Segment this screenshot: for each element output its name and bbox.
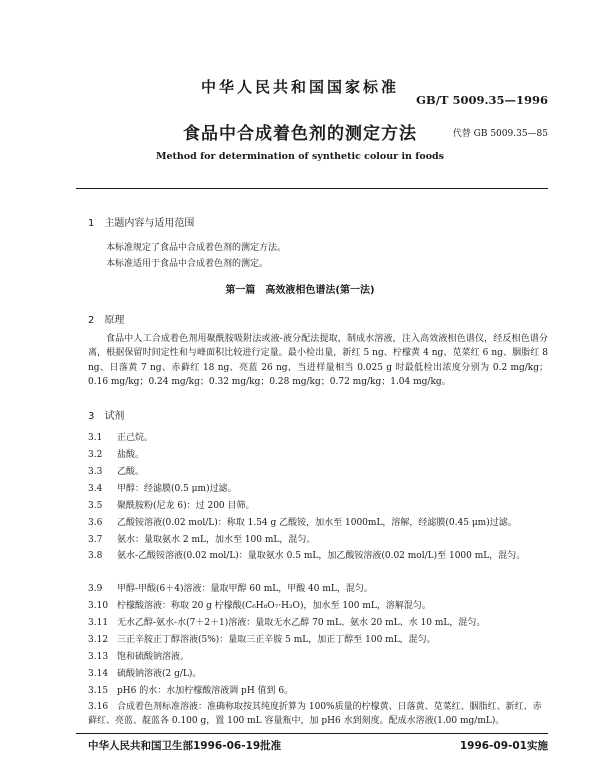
reagent-item — [88, 447, 144, 460]
reagent-number: 3.15 — [88, 686, 109, 696]
header-divider — [76, 188, 548, 189]
reagent-number: 3.12 — [88, 635, 109, 645]
implementation-date: 1996-09-01实施 — [459, 740, 548, 752]
reagent-item — [88, 632, 436, 645]
scope-heading: 1 主题内容与适用范围 — [88, 218, 195, 229]
reagent-number: 3.16 — [88, 702, 109, 712]
standard-number: GB/T 5009.35—1996 — [416, 93, 548, 107]
scope-line-2: 本标准适用于食品中合成着色剂的测定。 — [106, 259, 269, 269]
reagent-number: 3.11 — [88, 618, 109, 628]
reagent-number: 3.7 — [88, 535, 103, 545]
reagent-item — [88, 532, 315, 545]
reagent-number: 3.5 — [88, 501, 103, 511]
replaces-note: 代替 GB 5009.35—85 — [452, 129, 548, 139]
reagent-text: 正己烷。 — [117, 433, 154, 443]
reagent-text: 甲醇：经滤膜(0.5 μm)过滤。 — [117, 484, 237, 494]
reagent-item — [88, 683, 293, 696]
document-title: 食品中合成着色剂的测定方法 — [183, 124, 417, 144]
reagent-text: 盐酸。 — [117, 450, 145, 460]
reagent-item — [88, 581, 373, 594]
reagent-text: 硫酸钠溶液(2 g/L)。 — [117, 669, 202, 679]
footer-divider — [76, 733, 548, 734]
scope-line-1: 本标准规定了食品中合成着色剂的测定方法。 — [106, 243, 287, 253]
reagent-text: 甲醇-甲酸(6＋4)溶液：量取甲醇 60 mL，甲酸 40 mL，混匀。 — [117, 584, 373, 594]
reagent-item — [88, 430, 153, 443]
reagent-number: 3.3 — [88, 467, 103, 477]
reagent-text: 氨水：量取氨水 2 mL，加水至 100 mL，混匀。 — [117, 535, 316, 545]
standard-title: 中华人民共和国国家标准 — [200, 78, 399, 96]
reagent-text: 柠檬酸溶液：称取 20 g 柠檬酸(C₆H₈O₇·H₂O)，加水至 100 mL，溶解混匀。 — [117, 601, 431, 611]
part-heading: 第一篇 高效液相色谱法(第一法) — [225, 285, 375, 296]
reagent-item — [88, 515, 517, 528]
reagent-text: 氨水-乙酸铵溶液(0.02 mol/L)：量取氨水 0.5 mL，加乙酸铵溶液(0.02 mol/L)至 1000 mL，混匀。 — [117, 551, 526, 561]
reagent-text: pH6 的水：水加柠檬酸溶液调 pH 值到 6。 — [117, 686, 294, 696]
reagent-item — [88, 649, 189, 662]
english-title: Method for determination of synthetic colour in foods — [155, 151, 445, 162]
reagent-number: 3.9 — [88, 584, 103, 594]
reagent-item — [88, 481, 237, 494]
reagent-item — [88, 666, 201, 679]
reagent-number: 3.10 — [88, 601, 109, 611]
reagent-number: 3.1 — [88, 433, 103, 443]
reagent-number: 3.13 — [88, 652, 109, 662]
reagent-item — [88, 549, 548, 563]
reagent-item — [88, 598, 431, 611]
reagent-text: 乙酸铵溶液(0.02 mol/L)：称取 1.54 g 乙酸铵，加水至 1000mL，溶解，经滤膜(0.45 μm)过滤。 — [117, 518, 517, 528]
reagent-item — [88, 464, 144, 477]
principle-paragraph: 食品中人工合成着色剂用聚酰胺吸附法或液-液分配法提取，制成水溶液，注入高效液相色谱仪，经反相色谱分离，根据保留时间定性和与峰面积比较进行定量。最小检出量，新红 5 ng、柠檬黄 4 ng、苋菜红 6 ng、胭脂红 8 ng、日落黄 7 ng、赤藓红 18 ng、亮蓝 26 ng，当进样量相当 0.025 g 时最低检出浓度分别为 0.2 mg/kg；0.16 mg/kg；0.24 mg/kg；0.32 mg/kg；0.28 mg/kg；0.72 mg/kg；1.04 mg/kg。 — [88, 334, 548, 387]
reagent-text: 三正辛胺正丁醇溶液(5%)：量取三正辛胺 5 mL，加正丁醇至 100 mL，混匀。 — [117, 635, 436, 645]
reagent-text: 乙酸。 — [117, 467, 145, 477]
reagent-text: 合成着色剂标准溶液：准确称取按其纯度折算为 100%质量的柠檬黄、日落黄、苋菜红、胭脂红、新红、赤藓红、亮蓝、靛蓝各 0.100 g，置 100 mL 容量瓶中，加 pH6 水到刻度。配成水溶液(1.00 mg/mL)。 — [88, 702, 542, 726]
reagent-number: 3.14 — [88, 669, 109, 679]
reagent-number: 3.4 — [88, 484, 103, 494]
approval-note: 中华人民共和国卫生部1996-06-19批准 — [88, 740, 282, 752]
reagent-text: 聚酰胺粉(尼龙 6)：过 200 目筛。 — [117, 501, 255, 511]
reagent-item — [88, 615, 485, 628]
reagent-item — [88, 498, 255, 511]
reagent-text: 饱和硫酸钠溶液。 — [117, 652, 190, 662]
reagents-heading: 3 试剂 — [88, 411, 125, 422]
reagent-item — [88, 700, 548, 728]
reagent-number: 3.6 — [88, 518, 103, 528]
reagent-number: 3.2 — [88, 450, 103, 460]
reagent-text: 无水乙醇-氨水-水(7＋2＋1)溶液：量取无水乙醇 70 mL、氨水 20 mL、水 10 mL，混匀。 — [117, 618, 486, 628]
reagent-number: 3.8 — [88, 551, 103, 561]
principle-heading: 2 原理 — [88, 315, 125, 326]
